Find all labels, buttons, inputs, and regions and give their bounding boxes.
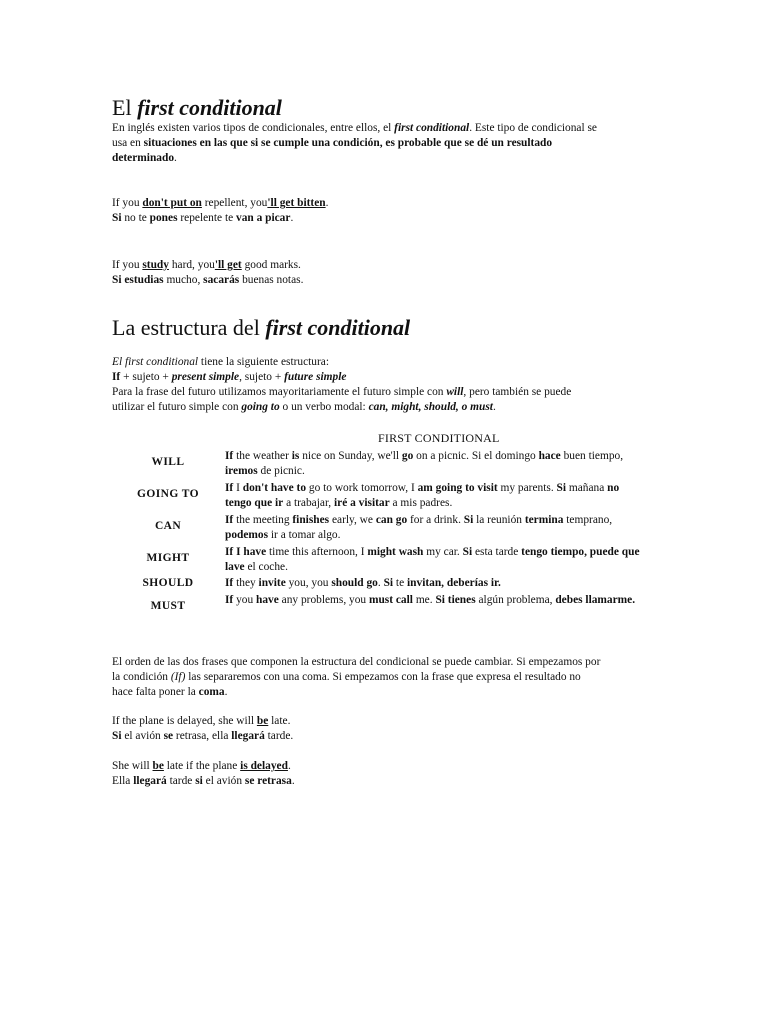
order-line-1: El orden de las dos frases que componen la estructura del condicional se puede cambiar. Si empezamos por: [112, 656, 601, 668]
intro-line-3: determinado.: [112, 152, 177, 164]
table-row-example-going-to: If I don't have to go to work tomorrow, I am going to visit my parents. Si mañana no tengo que ir a trabajar, iré a visitar a mis padres.: [225, 482, 620, 510]
table-row-label-going-to: GOING TO: [137, 488, 199, 500]
table-row-label-can: CAN: [154, 520, 182, 532]
table-row-example-can: If the meeting finishes early, we can go for a drink. Si la reunión termina temprano, podemos ir a tomar algo.: [225, 514, 613, 542]
example-1-english: If you don't put on repellent, you'll get bitten.: [112, 197, 329, 209]
table-row-example-should: If they invite you, you should go. Si te invitan, deberías ir.: [225, 577, 501, 589]
section-title-structure: La estructura del first conditional: [112, 315, 411, 340]
table-row-example-must: If you have any problems, you must call me. Si tienes algún problema, debes llamarme.: [225, 594, 636, 606]
intro-line-2: usa en situaciones en las que si se cumple una condición, es probable que se dé un resultado: [112, 137, 553, 149]
order-line-2: la condición (If) las separaremos con una coma. Si empezamos con la frase que expresa el resultado no: [112, 671, 581, 683]
example-3-english: If the plane is delayed, she will be late.: [112, 715, 291, 727]
table-row-label-will: WILL: [151, 456, 185, 468]
example-3-spanish: Si el avión se retrasa, ella llegará tarde.: [112, 730, 294, 742]
structure-formula: If + sujeto + present simple, sujeto + future simple: [112, 371, 347, 383]
example-2-spanish: Si estudias mucho, sacarás buenas notas.: [112, 274, 304, 286]
structure-line-3: Para la frase del futuro utilizamos mayoritariamente el futuro simple con will, pero también se puede: [112, 386, 572, 398]
example-4-spanish: Ella llegará tarde si el avión se retrasa.: [112, 775, 295, 787]
table-row-label-must: MUST: [150, 600, 186, 612]
table-heading: FIRST CONDITIONAL: [378, 431, 500, 445]
structure-line-4: utilizar el futuro simple con going to o un verbo modal: can, might, should, o must.: [112, 401, 496, 413]
example-4-english: She will be late if the plane is delayed.: [112, 760, 291, 772]
example-2-english: If you study hard, you'll get good marks.: [112, 259, 301, 271]
table-row-label-might: MIGHT: [146, 552, 190, 564]
intro-line-1: En inglés existen varios tipos de condicionales, entre ellos, el first conditional. Este tipo de condicional se: [112, 122, 597, 134]
order-line-3: hace falta poner la coma.: [112, 686, 228, 698]
table-row-label-should: SHOULD: [142, 577, 194, 589]
page-title: El first conditional: [112, 95, 282, 120]
table-row-example-might: If I have time this afternoon, I might wash my car. Si esta tarde tengo tiempo, puede que lave el coche.: [225, 546, 640, 574]
example-1-spanish: Si no te pones repelente te van a picar.: [112, 212, 294, 224]
structure-line-1: El first conditional tiene la siguiente estructura:: [112, 356, 330, 368]
table-row-example-will: If the weather is nice on Sunday, we'll go on a picnic. Si el domingo hace buen tiempo, iremos de picnic.: [225, 450, 624, 478]
